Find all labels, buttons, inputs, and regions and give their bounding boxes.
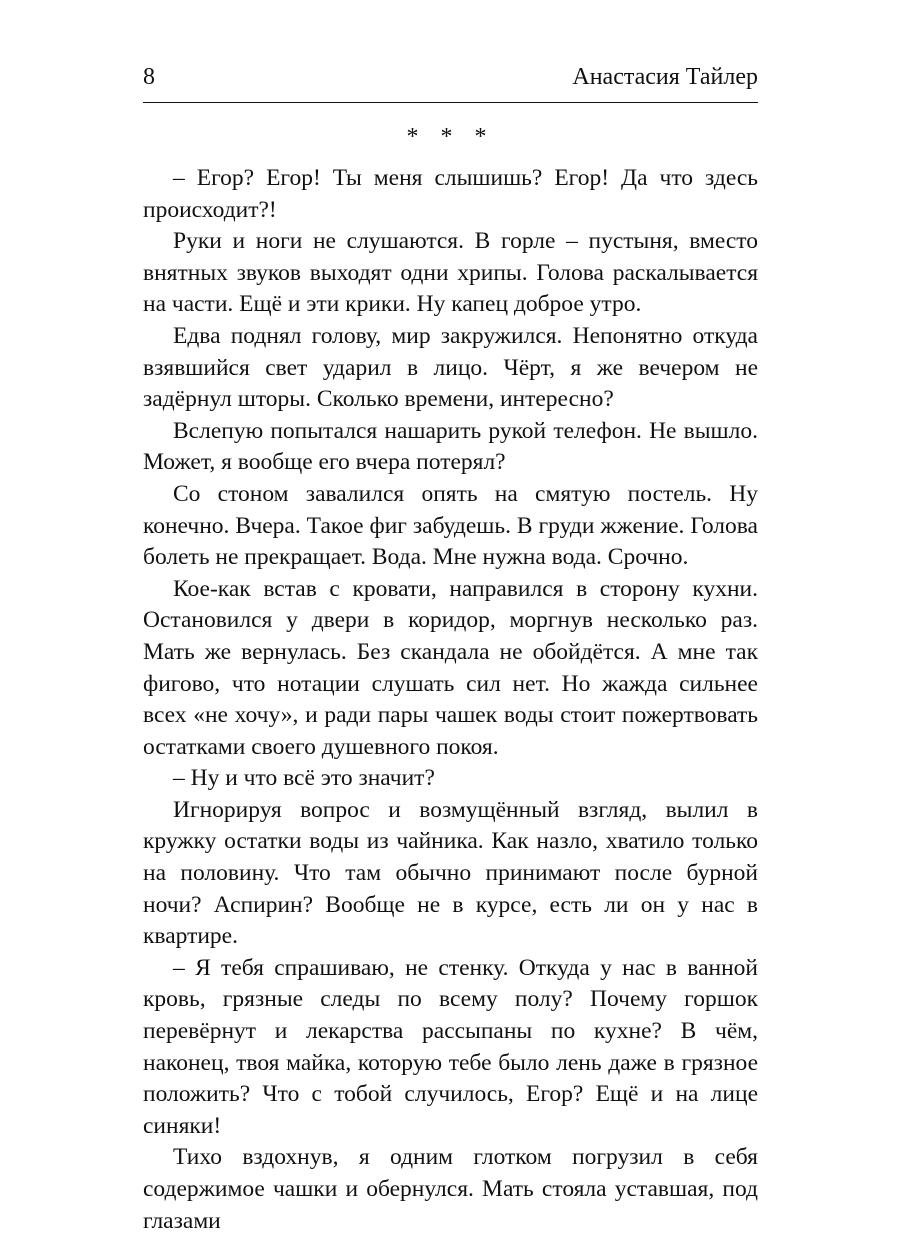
book-page: [143, 60, 758, 1237]
section-separator: * * *: [406, 124, 495, 150]
paragraph: Игнорируя вопрос и возмущённый взгляд, вылил в кружку остатки воды из чайника. Как назло, хватило только на половину. Что там обычно принимают после бурной ночи? Аспирин? Вообще не в курсе, есть ли он у нас в квартире.: [143, 796, 758, 950]
page-number: 8: [143, 64, 155, 90]
paragraph: Руки и ноги не слушаются. В горле – пустыня, вместо внятных звуков выходят одни хрипы. Голова раскалывается на части. Ещё и эти крики. Ну капец доброе утро.: [143, 228, 758, 318]
paragraph: – Ну и что всё это значит?: [173, 765, 435, 792]
running-head: [143, 60, 758, 96]
paragraph: Тихо вздохнув, я одним глотком погрузил в себя содержимое чашки и обернулся. Мать стояла уставшая, под глазами: [143, 1144, 758, 1234]
header-rule: [143, 102, 758, 103]
paragraph: Едва поднял голову, мир закружился. Непонятно откуда взявшийся свет ударил в лицо. Чёрт, я же вечером не задёрнул шторы. Сколько времени, интересно?: [143, 322, 758, 413]
body-text: [143, 163, 758, 1237]
paragraph: Вслепую попытался нашарить рукой телефон. Не вышло. Может, я вообще его вчера потерял?: [143, 417, 758, 476]
author-name: Анастасия Тайлер: [572, 64, 758, 90]
paragraph: Кое-как встав с кровати, направился в сторону кухни. Остановился у двери в коридор, моргнув несколько раз. Мать же вернулась. Без скандала не обойдётся. А мне так фигово, что нотации слушать сил нет. Но жажда сильнее всех «не хочу», и ради пары чашек воды стоит пожертвовать остатками своего душевного покоя.: [143, 575, 758, 760]
paragraph: – Егор? Егор! Ты меня слышишь? Егор! Да что здесь происходит?!: [143, 165, 758, 223]
paragraph: Со стоном завалился опять на смятую постель. Ну конечно. Вчера. Такое фиг забудешь. В груди жжение. Голова болеть не прекращает. Вода. Мне нужна вода. Срочно.: [143, 480, 758, 571]
paragraph: – Я тебя спрашиваю, не стенку. Откуда у нас в ванной кровь, грязные следы по всему полу? Почему горшок перевёрнут и лекарства рассыпаны по кухне? В чём, наконец, твоя майка, которую тебе было лень даже в грязное положить? Что с тобой случилось, Егор? Ещё и на лице синяки!: [143, 954, 758, 1139]
